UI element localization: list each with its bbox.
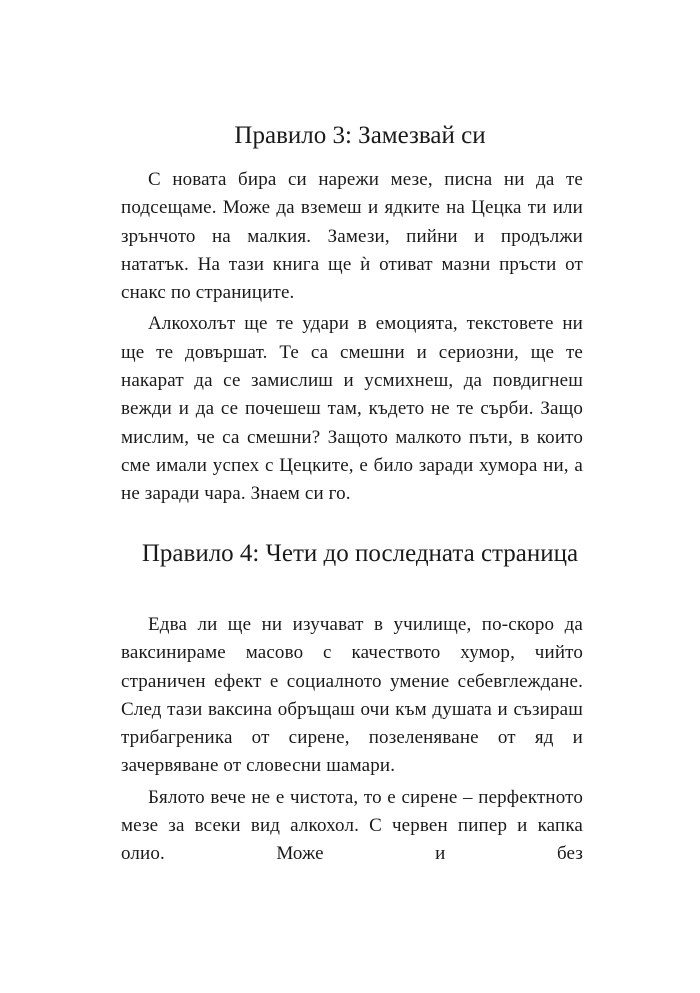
section-heading-rule-3: Правило 3: Замезвай си <box>234 122 486 149</box>
paragraph: Алкохолът ще те удари в емоцията, текстовете ни ще те довършат. Те са смешни и сериозни, ще те накарат да се замислиш и усмихнеш, да повдигнеш вежди и да се почешеш там, където не те сърби. Защо мислим, че са смешни? Защото малкото пъти, в които сме имали успех с Цецките, е било заради хумора ни, а не заради чара. Знаем си го. <box>121 313 583 505</box>
section-body-rule-3 <box>121 166 583 512</box>
paragraph: С новата бира си нарежи мезе, писна ни да те подсещаме. Може да вземеш и ядките на Цецка ти или зрънчото на малкия. Замези, пийни и продължи нататък. На тази книга ще ѝ отиват мазни пръсти от снакс по страниците. <box>121 169 583 304</box>
section-heading-rule-4: Правило 4: Чети до последната страница <box>141 540 579 567</box>
paragraph: Бялото вече не е чистота, то е сирене – перфектното мезе за всеки вид алкохол. С червен пипер и капка олио. Може и без <box>121 786 583 865</box>
paragraph: Едва ли ще ни изучават в училище, по-скоро да ваксинираме масово с качеството хумор, чийто страничен ефект е социалното умение себевглеждане. След тази ваксина обръщаш очи към душата и съзираш трибагреника от сирене, позеленяване от яд и зачервяване от словесни шамари. <box>121 614 583 777</box>
section-body-rule-4 <box>121 611 583 872</box>
